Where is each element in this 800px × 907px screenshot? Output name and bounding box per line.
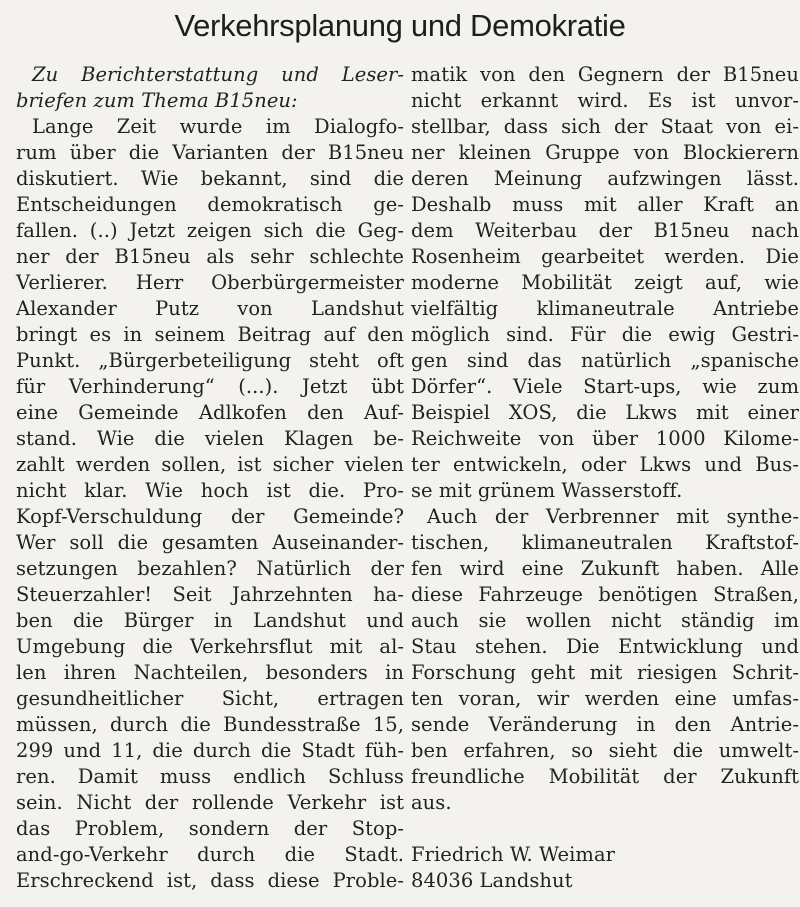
- text-line: aus.: [411, 791, 452, 814]
- author-name: Friedrich W. Weimar: [411, 843, 615, 866]
- text-line: stellbar, dass sich der Staat von ei-: [411, 115, 799, 138]
- text-line: nicht erkannt wird. Es ist unvor-: [411, 89, 799, 112]
- text-line: für Verhinderung“ (...). Jetzt übt: [16, 375, 404, 398]
- text-line: fen wird eine Zukunft haben. Alle: [411, 557, 799, 580]
- text-line: setzungen bezahlen? Natürlich der: [16, 557, 404, 580]
- text-line: diese Fahrzeuge benötigen Straßen,: [411, 583, 799, 606]
- right-column-paragraph-1: [411, 62, 799, 504]
- text-line: matik von den Gegnern der B15neu: [411, 63, 799, 86]
- text-line: eine Gemeinde Adlkofen den Auf-: [16, 401, 404, 424]
- text-line: len ihren Nachteilen, besonders in: [16, 661, 404, 684]
- intro-line: Zu Berichterstattung und Leser-: [32, 63, 404, 86]
- text-line: nicht klar. Wie hoch ist die. Pro-: [16, 479, 404, 502]
- text-line: Verlierer. Herr Oberbürgermeister: [16, 271, 404, 294]
- right-column: [411, 62, 799, 894]
- text-line: müssen, durch die Bundesstraße 15,: [16, 713, 404, 736]
- text-line: moderne Mobilität zeigt auf, wie: [411, 271, 799, 294]
- text-line: ten voran, wir werden eine umfas-: [411, 687, 799, 710]
- text-line: Stau stehen. Die Entwicklung und: [411, 635, 799, 658]
- text-line: Punkt. „Bürgerbeteiligung steht oft: [16, 349, 404, 372]
- text-line: Wer soll die gesamten Auseinander-: [16, 531, 404, 554]
- text-line: ter entwickeln, oder Lkws und Bus-: [411, 453, 799, 476]
- text-line: freundliche Mobilität der Zukunft: [411, 765, 799, 788]
- text-line: Lange Zeit wurde im Dialogfo-: [32, 115, 404, 138]
- text-line: Alexander Putz von Landshut: [16, 297, 404, 320]
- text-line: Deshalb muss mit aller Kraft an: [411, 193, 799, 216]
- text-line: Rosenheim gearbeitet werden. Die: [411, 245, 799, 268]
- text-line: gen sind das natürlich „spanische: [411, 349, 799, 372]
- text-line: Kopf-Verschuldung der Gemeinde?: [16, 505, 404, 528]
- text-line: ben erfahren, so sieht die umwelt-: [411, 739, 799, 762]
- text-line: Entscheidungen demokratisch ge-: [16, 193, 404, 216]
- text-line: Erschreckend ist, dass diese Proble-: [16, 869, 404, 892]
- text-line: Umgebung die Verkehrsflut mit al-: [16, 635, 404, 658]
- intro-line: briefen zum Thema B15neu:: [16, 89, 298, 112]
- left-column: [16, 62, 404, 894]
- text-line: and-go-Verkehr durch die Stadt.: [16, 843, 404, 866]
- signature: [411, 842, 799, 894]
- text-line: bringt es in seinem Beitrag auf den: [16, 323, 404, 346]
- text-line: sende Veränderung in den Antrie-: [411, 713, 799, 736]
- text-line: ner der B15neu als sehr schlechte: [16, 245, 404, 268]
- text-line: diskutiert. Wie bekannt, sind die: [16, 167, 404, 190]
- text-line: se mit grünem Wasserstoff.: [411, 479, 683, 502]
- text-line: Steuerzahler! Seit Jahrzehnten ha-: [16, 583, 404, 606]
- left-column-body: [16, 114, 404, 894]
- author-location: 84036 Landshut: [411, 869, 573, 892]
- text-line: auch sie wollen nicht ständig im: [411, 609, 799, 632]
- right-column-paragraph-2: [411, 504, 799, 816]
- text-line: tischen, klimaneutralen Kraftstof-: [411, 531, 799, 554]
- article-title: Verkehrsplanung und Demokratie: [174, 8, 626, 43]
- text-line: stand. Wie die vielen Klagen be-: [16, 427, 404, 450]
- text-line: dem Weiterbau der B15neu nach: [411, 219, 799, 242]
- text-line: Reichweite von über 1000 Kilome-: [411, 427, 799, 450]
- text-line: vielfältig klimaneutrale Antriebe: [411, 297, 799, 320]
- text-line: Beispiel XOS, die Lkws mit einer: [411, 401, 799, 424]
- text-line: ren. Damit muss endlich Schluss: [16, 765, 404, 788]
- text-line: Dörfer“. Viele Start-ups, wie zum: [411, 375, 799, 398]
- text-line: fallen. (..) Jetzt zeigen sich die Geg-: [16, 219, 404, 242]
- text-line: Forschung geht mit riesigen Schrit-: [411, 661, 799, 684]
- text-line: das Problem, sondern der Stop-: [16, 817, 404, 840]
- text-line: möglich sind. Für die ewig Gestri-: [411, 323, 799, 346]
- text-line: zahlt werden sollen, ist sicher vielen: [16, 453, 404, 476]
- text-line: rum über die Varianten der B15neu: [16, 141, 404, 164]
- text-line: Auch der Verbrenner mit synthe-: [427, 505, 799, 528]
- text-line: gesundheitlicher Sicht, ertragen: [16, 687, 404, 710]
- text-line: deren Meinung aufzwingen lässt.: [411, 167, 799, 190]
- text-line: ben die Bürger in Landshut und: [16, 609, 404, 632]
- text-line: sein. Nicht der rollende Verkehr ist: [16, 791, 404, 814]
- text-line: 299 und 11, die durch die Stadt füh-: [16, 739, 404, 762]
- text-line: ner kleinen Gruppe von Blockierern: [411, 141, 799, 164]
